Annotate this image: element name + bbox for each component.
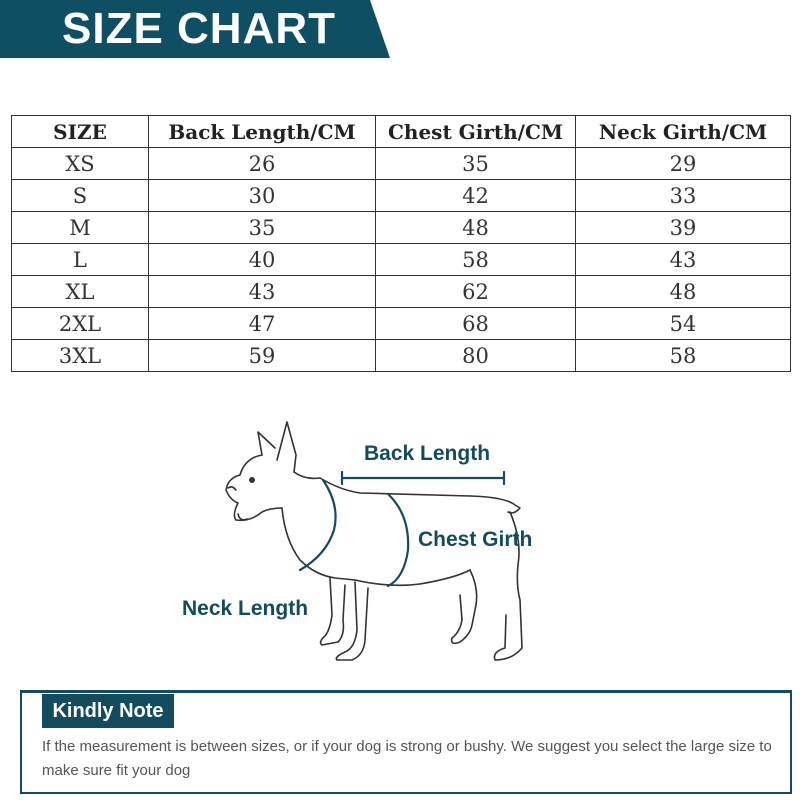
neck-girth-cell: 43 <box>576 244 791 276</box>
size-cell: L <box>12 244 149 276</box>
chest-girth-cell: 35 <box>376 148 576 180</box>
back-length-cell: 30 <box>149 180 376 212</box>
header-neck-girth: Neck Girth/CM <box>576 116 791 148</box>
size-cell: 2XL <box>12 308 149 340</box>
header-size: SIZE <box>12 116 149 148</box>
back-length-cell: 26 <box>149 148 376 180</box>
note-title: Kindly Note <box>42 694 174 728</box>
size-table <box>11 115 791 372</box>
chest-girth-cell: 68 <box>376 308 576 340</box>
back-length-cell: 43 <box>149 276 376 308</box>
table-header-row <box>12 116 791 148</box>
back-length-cell: 35 <box>149 212 376 244</box>
note-text: If the measurement is between sizes, or if your dog is strong or bushy. We suggest you select the large size to make sure fit your dog <box>42 738 772 779</box>
neck-girth-cell: 33 <box>576 180 791 212</box>
size-cell: XS <box>12 148 149 180</box>
chest-girth-cell: 62 <box>376 276 576 308</box>
back-length-label: Back Length <box>364 442 491 465</box>
neck-girth-cell: 39 <box>576 212 791 244</box>
neck-girth-cell: 48 <box>576 276 791 308</box>
chest-girth-cell: 48 <box>376 212 576 244</box>
table-row <box>12 276 791 308</box>
size-cell: XL <box>12 276 149 308</box>
page-title: SIZE CHART <box>62 4 336 53</box>
chest-girth-cell: 58 <box>376 244 576 276</box>
neck-girth-cell: 54 <box>576 308 791 340</box>
chest-girth-cell: 80 <box>376 340 576 372</box>
table-row <box>12 212 791 244</box>
back-length-cell: 47 <box>149 308 376 340</box>
table-row <box>12 244 791 276</box>
table-row <box>12 340 791 372</box>
table-row <box>12 148 791 180</box>
size-cell: 3XL <box>12 340 149 372</box>
size-cell: S <box>12 180 149 212</box>
neck-length-label: Neck Length <box>182 597 309 620</box>
size-cell: M <box>12 212 149 244</box>
table-row <box>12 308 791 340</box>
back-length-cell: 59 <box>149 340 376 372</box>
neck-girth-cell: 29 <box>576 148 791 180</box>
table-row <box>12 180 791 212</box>
header-chest-girth: Chest Girth/CM <box>376 116 576 148</box>
chest-girth-label: Chest Girth <box>418 528 533 551</box>
neck-girth-cell: 58 <box>576 340 791 372</box>
back-length-cell: 40 <box>149 244 376 276</box>
header-back-length: Back Length/CM <box>149 116 376 148</box>
chest-girth-cell: 42 <box>376 180 576 212</box>
